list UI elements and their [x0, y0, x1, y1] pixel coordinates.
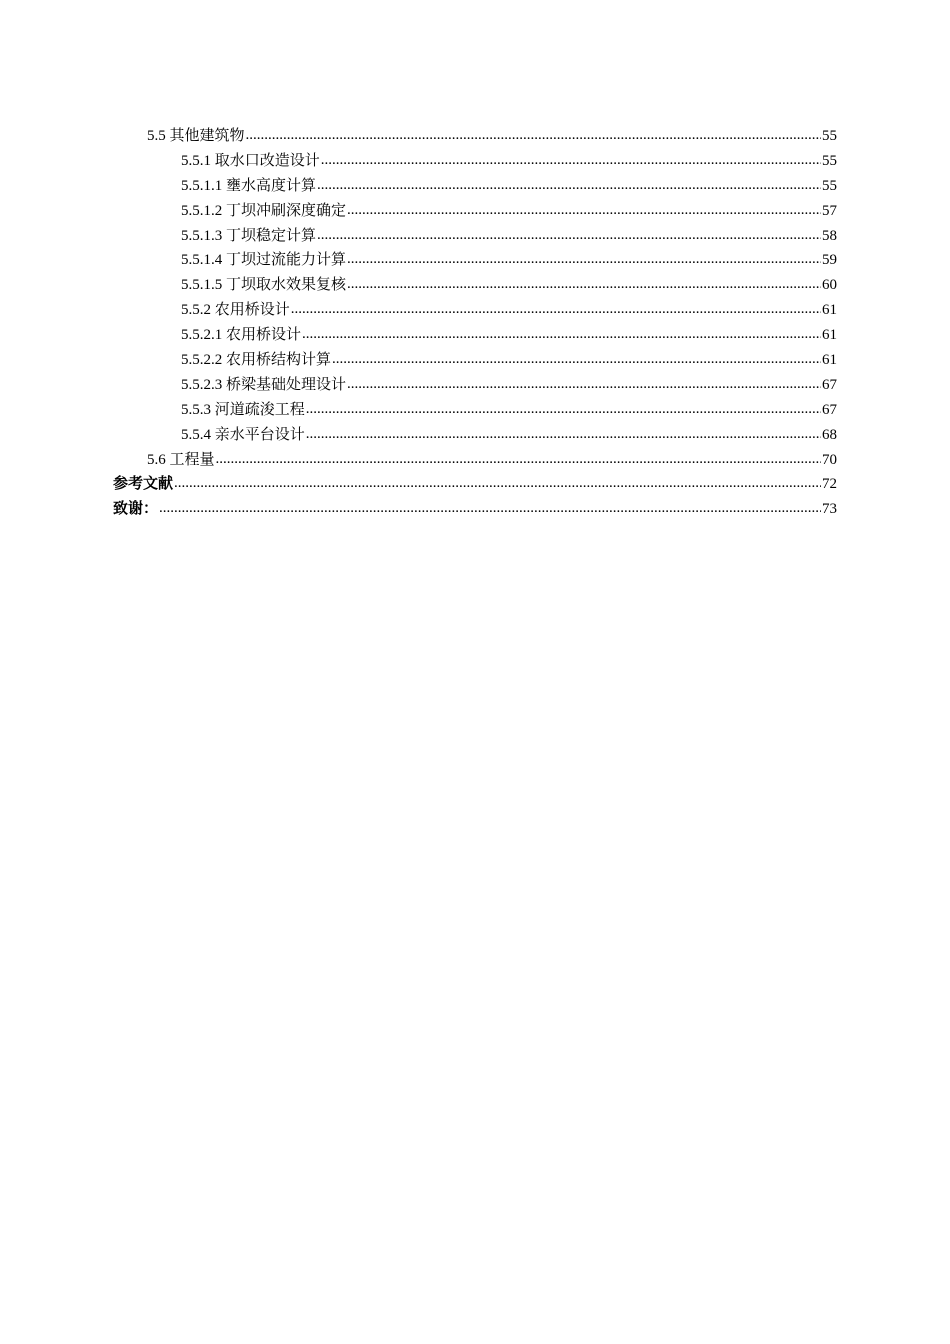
- dot-leader: [347, 372, 821, 397]
- dot-leader: [291, 297, 821, 322]
- dot-leader: [216, 447, 821, 472]
- toc-entry-title: 5.5.2.2 农用桥结构计算: [181, 352, 332, 369]
- toc-entry-title: 5.5.1.1 壅水高度计算: [181, 177, 317, 194]
- dot-leader: [321, 148, 821, 173]
- toc-entry[interactable]: [113, 398, 837, 423]
- toc-entry-page-number: 60: [822, 277, 837, 294]
- dot-leader: [332, 347, 821, 372]
- toc-entry-title: 5.5.4 亲水平台设计: [181, 426, 305, 443]
- toc-entry[interactable]: [113, 323, 837, 348]
- dot-leader: [317, 223, 821, 248]
- toc-entry-page-number: 59: [822, 252, 837, 269]
- toc-entry-title: 5.5.2.3 桥梁基础处理设计: [181, 376, 347, 393]
- toc-entry-acknowledgements[interactable]: [113, 497, 837, 522]
- toc-entry-page-number: 57: [822, 202, 837, 219]
- toc-entry-title: 5.5 其他建筑物: [147, 128, 245, 144]
- toc-entry-references[interactable]: [113, 472, 837, 497]
- toc-entry-page-number: 61: [822, 352, 837, 369]
- toc-entry[interactable]: [113, 174, 837, 199]
- toc-entry-title: 5.5.1.4 丁坝过流能力计算: [181, 252, 347, 269]
- toc-entry-title: 5.5.1.5 丁坝取水效果复核: [181, 277, 347, 294]
- toc-entry[interactable]: [113, 149, 837, 174]
- toc-entry-title: 5.5.2.1 农用桥设计: [181, 327, 302, 344]
- dot-leader: [347, 272, 821, 297]
- dot-leader: [159, 496, 821, 521]
- toc-entry[interactable]: [113, 448, 837, 473]
- toc-entry-title: 5.5.2 农用桥设计: [181, 302, 290, 319]
- toc-entry-page-number: 58: [822, 227, 837, 244]
- toc-entry-page-number: 68: [822, 426, 837, 443]
- toc-entry[interactable]: [113, 248, 837, 273]
- dot-leader: [306, 397, 821, 422]
- toc-entry-page-number: 55: [822, 177, 837, 194]
- toc-entry[interactable]: [113, 273, 837, 298]
- toc-entry-page-number: 72: [822, 476, 837, 493]
- dot-leader: [347, 198, 821, 223]
- toc-entry[interactable]: [113, 124, 837, 149]
- dot-leader: [306, 422, 821, 447]
- toc-entry-page-number: 67: [822, 376, 837, 393]
- toc-entry[interactable]: [113, 199, 837, 224]
- toc-entry-page-number: 55: [822, 128, 837, 144]
- dot-leader: [174, 471, 821, 496]
- toc-entry-title: 致谢：: [113, 501, 159, 518]
- toc-entry-title: 5.5.1.3 丁坝稳定计算: [181, 227, 317, 244]
- toc-entry-title: 参考文献: [113, 476, 174, 493]
- toc-entry-title: 5.5.3 河道疏浚工程: [181, 401, 305, 418]
- toc-entry-title: 5.5.1 取水口改造设计: [181, 152, 320, 169]
- dot-leader: [347, 247, 821, 272]
- dot-leader: [246, 123, 821, 148]
- toc-entry[interactable]: [113, 373, 837, 398]
- toc-entry-page-number: 55: [822, 152, 837, 169]
- toc-entry[interactable]: [113, 423, 837, 448]
- toc-entry-page-number: 61: [822, 302, 837, 319]
- toc-entry-page-number: 73: [822, 501, 837, 518]
- toc-entry[interactable]: [113, 298, 837, 323]
- toc-entry-page-number: 61: [822, 327, 837, 344]
- dot-leader: [317, 173, 821, 198]
- table-of-contents: [113, 124, 837, 522]
- toc-entry[interactable]: [113, 224, 837, 249]
- toc-entry-page-number: 67: [822, 401, 837, 418]
- toc-entry-title: 5.6 工程量: [147, 451, 215, 468]
- dot-leader: [302, 322, 821, 347]
- toc-entry-page-number: 70: [822, 451, 837, 468]
- toc-entry[interactable]: [113, 348, 837, 373]
- toc-entry-title: 5.5.1.2 丁坝冲刷深度确定: [181, 202, 347, 219]
